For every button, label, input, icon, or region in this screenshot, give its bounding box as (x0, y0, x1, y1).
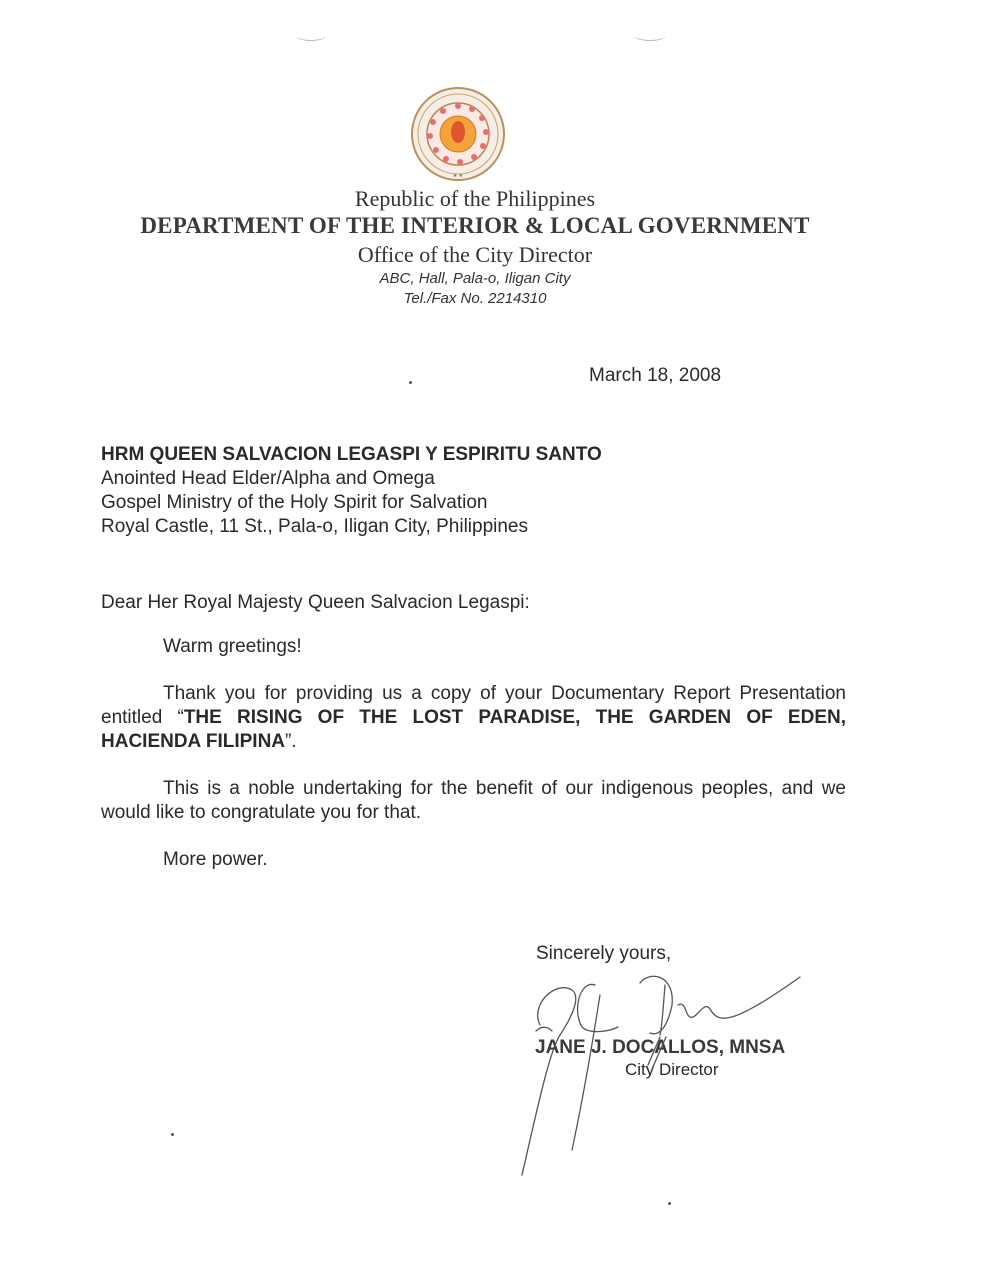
scan-speck (668, 1202, 671, 1205)
greeting-paragraph: Warm greetings! (163, 636, 302, 657)
letterhead-address: ABC, Hall, Pala-o, Iligan City (379, 270, 571, 287)
thanks-paragraph (101, 682, 846, 754)
signer-title: City Director (625, 1060, 719, 1079)
addressee-block (101, 443, 602, 539)
scan-speck (171, 1133, 174, 1136)
scan-speck (409, 381, 412, 384)
complimentary-close: Sincerely yours, (536, 943, 672, 964)
presentation-title: THE RISING OF THE LOST PARADISE, THE GARDEN OF EDEN, HACIENDA FILIPINA (101, 707, 846, 752)
addressee-line: Anointed Head Elder/Alpha and Omega (101, 468, 435, 489)
svg-text:★ ★: ★ ★ (452, 173, 464, 179)
handwritten-signature-icon (500, 965, 820, 1195)
addressee-name: HRM QUEEN SALVACION LEGASPI Y ESPIRITU SANTO (101, 444, 602, 465)
letterhead-department: DEPARTMENT OF THE INTERIOR & LOCAL GOVERNMENT (140, 213, 810, 238)
thanks-closing-quote: ”. (285, 731, 297, 752)
addressee-line: Royal Castle, 11 St., Pala-o, Iligan City, Philippines (101, 516, 528, 537)
letterhead-telfax: Tel./Fax No. 2214310 (403, 290, 547, 307)
congratulation-paragraph: This is a noble undertaking for the benefit of our indigenous peoples, and we would like to congratulate you for that. (101, 778, 846, 823)
signer-name: JANE J. DOCALLOS, MNSA (535, 1037, 786, 1058)
letterhead-country: Republic of the Philippines (354, 186, 596, 211)
closing-remark: More power. (163, 849, 268, 870)
thanks-text: Thank you for providing us a copy of your Documentary Report Presentation entitled “ (101, 683, 846, 728)
salutation: Dear Her Royal Majesty Queen Salvacion Legaspi: (101, 592, 530, 613)
letter-date: March 18, 2008 (589, 365, 722, 386)
addressee-line: Gospel Ministry of the Holy Spirit for Salvation (101, 492, 488, 513)
punch-hole-mark-right (634, 30, 666, 41)
letterhead-office: Office of the City Director (357, 242, 593, 267)
punch-hole-mark-left (296, 30, 326, 41)
dilg-seal-icon (410, 86, 506, 182)
